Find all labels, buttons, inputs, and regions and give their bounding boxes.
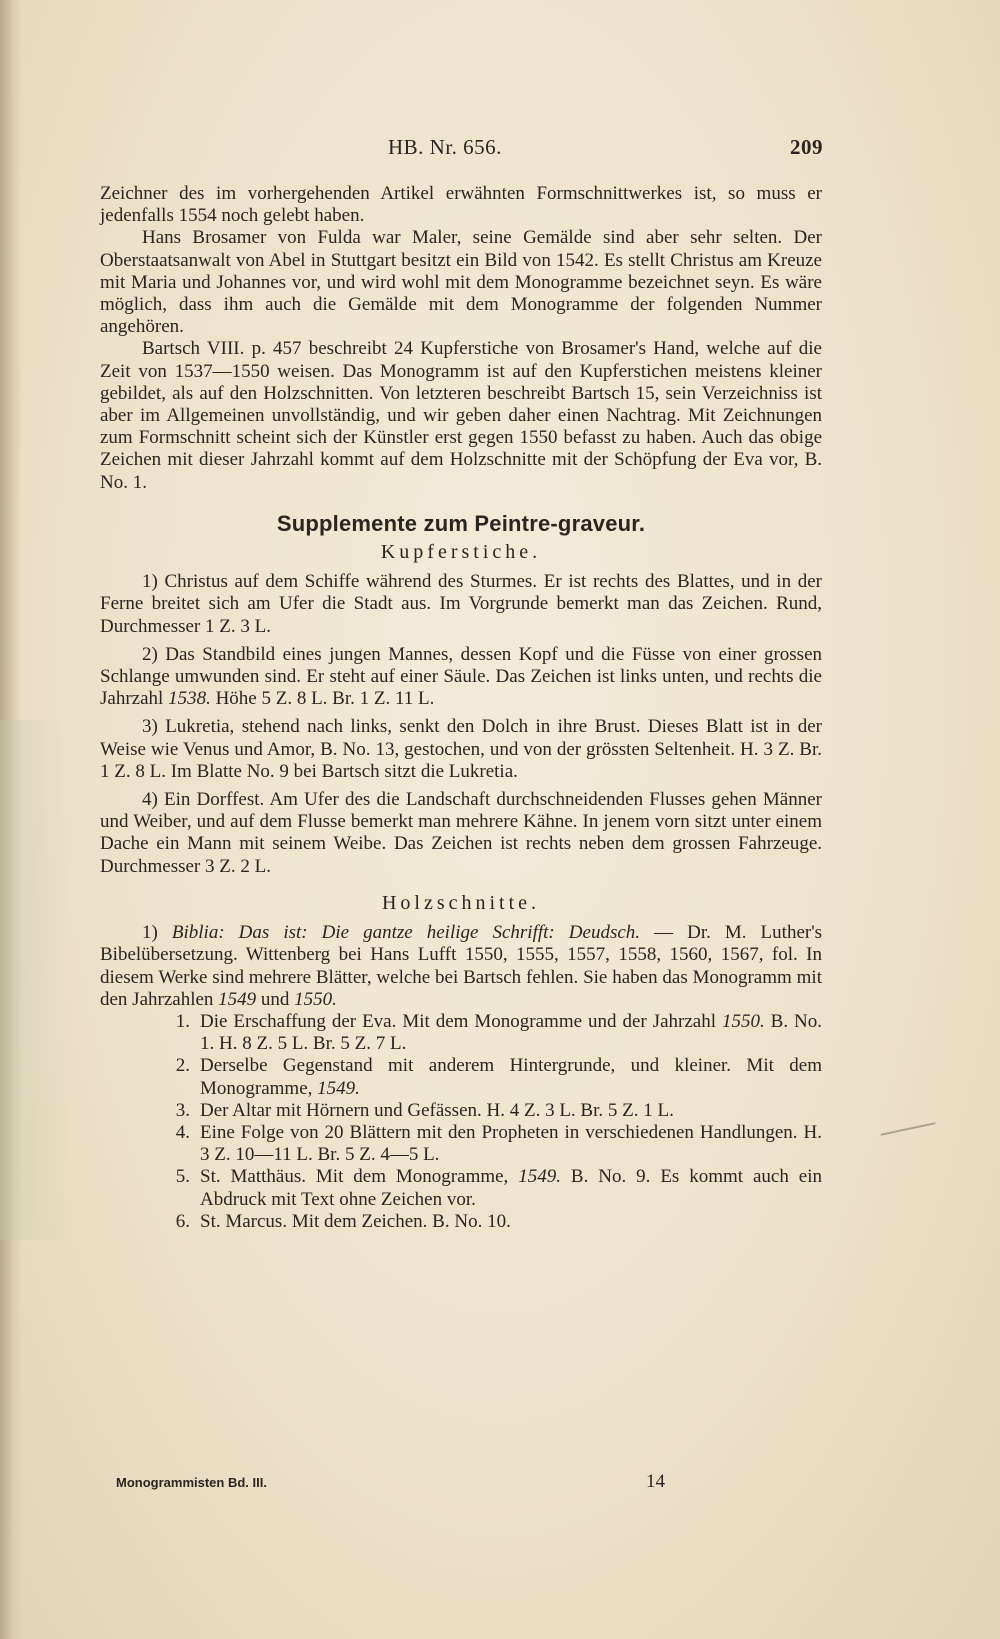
catalog-entry bbox=[100, 922, 822, 1011]
page-header bbox=[0, 133, 1000, 167]
section-title: Supplemente zum Peintre-graveur. bbox=[276, 510, 646, 536]
scan-mark bbox=[880, 1122, 935, 1136]
list-item-number: 4. bbox=[175, 1121, 190, 1143]
subheading-holzschnitte: Holzschnitte. bbox=[381, 891, 541, 914]
list-item bbox=[100, 1166, 822, 1210]
list-item-text bbox=[200, 1122, 822, 1166]
entry-year: 1550. bbox=[294, 988, 337, 1010]
entry-text: und bbox=[256, 988, 295, 1010]
list-item-year: 1550. bbox=[721, 1010, 765, 1032]
running-head: HB. Nr. 656. bbox=[388, 135, 502, 159]
list-item-number: 6. bbox=[175, 1210, 190, 1232]
list-item-body: St. Marcus. Mit dem Zeichen. B. No. 10. bbox=[200, 1210, 511, 1232]
signature-line: Monogrammisten Bd. III. bbox=[116, 1475, 267, 1490]
subheading-kupferstiche: Kupferstiche. bbox=[380, 541, 542, 564]
list-item-text bbox=[200, 1011, 822, 1055]
list-item-year: 1549. bbox=[518, 1166, 561, 1188]
paragraph: Hans Brosamer von Fulda war Maler, seine Gemälde sind aber sehr selten. Der Oberstaatsanwalt von Abel in Stuttgart besitzt ein Bild von 1542. Es stellt Christus am Kreuze mit Maria und Johannes vor, und wird wohl mit dem Monogramme bezeichnet seyn. Es wäre möglich, dass ihm auch die Gemälde mit dem Monogramme der folgenden Nummer angehören. bbox=[100, 227, 822, 338]
paragraph: Zeichner des im vorhergehenden Artikel erwähnten Formschnittwerkes ist, so muss er jedenfalls 1554 noch gelebt haben. bbox=[100, 183, 822, 227]
body-text bbox=[100, 183, 822, 1233]
signature-number: 14 bbox=[646, 1471, 665, 1492]
page-stain bbox=[0, 720, 70, 1240]
list-item-year: 1549. bbox=[317, 1077, 360, 1099]
list-item-body: Derselbe Gegenstand mit anderem Hintergrunde, und kleiner. Mit dem Monogramme, bbox=[200, 1055, 822, 1099]
list-item-number: 5. bbox=[175, 1166, 190, 1188]
numbered-list bbox=[100, 1011, 822, 1233]
entry-text: — Dr. M. Luther's Bibelübersetzung. Wittenberg bei Hans Lufft 1550, 1555, 1557, 1558, 1560, 1567, fol. In diesem Werke sind mehrere Blätter, welche bei Bartsch fehlen. Sie haben das Monogramm mit den Jahrzahlen bbox=[100, 922, 823, 1010]
list-item-body: B. No. 9. Es kommt auch ein Abdruck mit Text ohne Zeichen vor. bbox=[200, 1166, 822, 1210]
list-item bbox=[100, 1211, 822, 1233]
catalog-entry: 3) Lukretia, stehend nach links, senkt den Dolch in ihre Brust. Dieses Blatt ist in der Weise wie Venus und Amor, B. No. 13, gestochen, und von der grössten Seltenheit. H. 3 Z. Br. 1 Z. 8 L. Im Blatte No. 9 bei Bartsch sitzt die Lukretia. bbox=[100, 716, 822, 782]
list-item-number: 1. bbox=[175, 1010, 190, 1032]
list-item-body: Eine Folge von 20 Blättern mit den Propheten in verschiedenen Handlungen. H. 3 Z. 10—11 L. Br. 5 Z. 4—5 L. bbox=[200, 1121, 822, 1166]
list-item-body: St. Matthäus. Mit dem Monogramme, bbox=[200, 1166, 519, 1188]
entry-text: Höhe 5 Z. 8 L. Br. 1 Z. 11 L. bbox=[210, 688, 435, 710]
list-item-text bbox=[200, 1166, 822, 1210]
list-item bbox=[100, 1100, 822, 1122]
page-number: 209 bbox=[790, 135, 823, 159]
catalog-entry bbox=[100, 644, 822, 711]
entry-year: 1549 bbox=[218, 988, 257, 1010]
list-item-text bbox=[200, 1211, 822, 1233]
catalog-entry: 4) Ein Dorffest. Am Ufer des die Landschaft durchschneidenden Flusses gehen Männer und Weiber, und auf dem Flusse bemerkt man mehrere Kähne. In jenem vorn sitzt unter einem Dache ein Mann mit seinem Weibe. Das Zeichen ist rechts neben dem grossen Fahrzeuge. Durchmesser 3 Z. 2 L. bbox=[100, 789, 822, 877]
list-item-text bbox=[200, 1055, 822, 1099]
list-item-body: Der Altar mit Hörnern und Gefässen. H. 4 Z. 3 L. Br. 5 Z. 1 L. bbox=[200, 1099, 674, 1121]
list-item-number: 3. bbox=[175, 1099, 190, 1121]
paragraph: Bartsch VIII. p. 457 beschreibt 24 Kupferstiche von Brosamer's Hand, welche auf die Zeit von 1537—1550 weisen. Das Monogramm ist auf den Kupferstichen meistens kleiner gebildet, als auf den Holzschnitten. Von letzteren beschreibt Bartsch 15, sein Verzeichniss ist aber im Allgemeinen unvollständig, und wir geben daher einen Nachtrag. Mit Zeichnungen zum Formschnitt scheint sich der Künstler erst gegen 1550 befasst zu haben. Auch das obige Zeichen mit dieser Jahrzahl kommt auf dem Holzschnitte mit der Schöpfung der Eva vor, B. No. 1. bbox=[100, 338, 822, 493]
entry-number: 1) bbox=[142, 922, 158, 944]
list-item-body: B. No. 1. H. 8 Z. 5 L. Br. 5 Z. 7 L. bbox=[200, 1010, 822, 1055]
book-title: Biblia: Das ist: Die gantze heilige Schrifft: Deudsch. bbox=[171, 922, 641, 944]
list-item bbox=[100, 1055, 822, 1099]
list-item bbox=[100, 1011, 822, 1055]
list-item-body: Die Erschaffung der Eva. Mit dem Monogramme und der Jahrzahl bbox=[200, 1010, 722, 1032]
list-item bbox=[100, 1122, 822, 1166]
entry-year: 1538. bbox=[168, 688, 211, 710]
catalog-entry: 1) Christus auf dem Schiffe während des Sturmes. Er ist rechts des Blattes, und in der Ferne breitet sich am Ufer die Stadt aus. Im Vorgrunde bemerkt man das Zeichen. Rund, Durchmesser 1 Z. 3 L. bbox=[100, 571, 822, 637]
list-item-number: 2. bbox=[175, 1055, 190, 1077]
list-item-text bbox=[200, 1100, 822, 1122]
page-footer bbox=[100, 1471, 822, 1497]
entry-text: 2) Das Standbild eines jungen Mannes, dessen Kopf und die Füsse von einer grossen Schlange umwunden sind. Er steht auf einer Säule. Das Zeichen ist links unten, und rechts die Jahrzahl bbox=[100, 643, 822, 710]
